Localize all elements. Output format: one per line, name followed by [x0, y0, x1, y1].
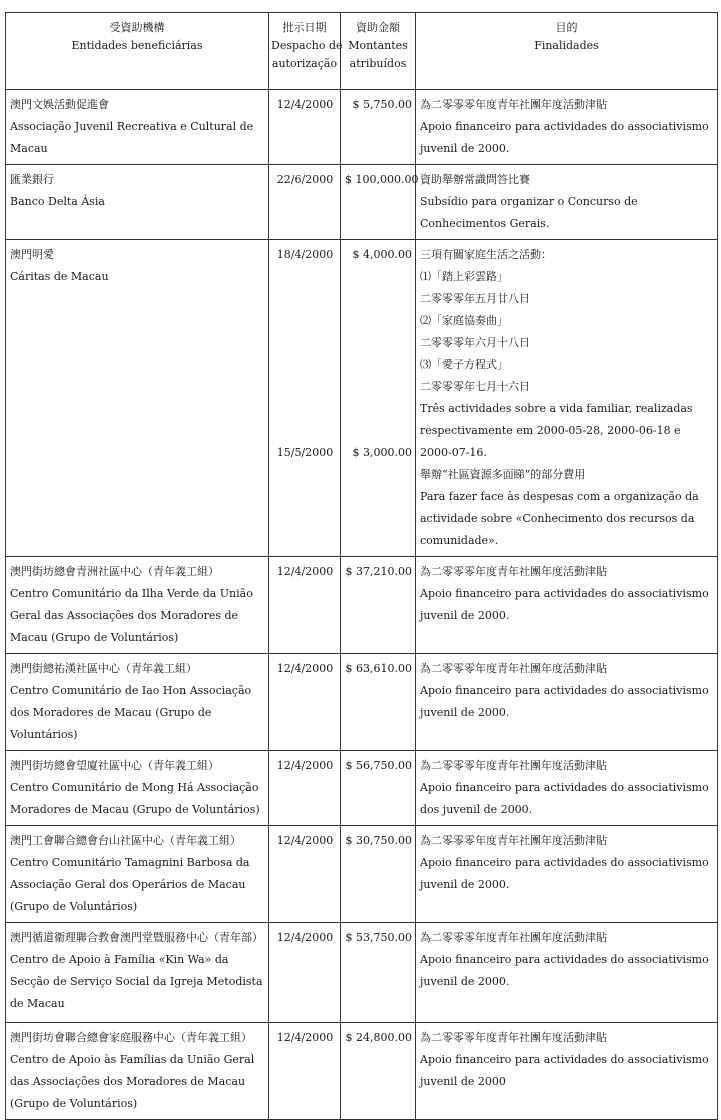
- entity-cell: [6, 1023, 269, 1120]
- header-amount-zh: 資助金額: [356, 21, 400, 34]
- entity-name-pt: Cáritas de Macau: [10, 270, 109, 283]
- entity-name-zh: 澳門工會聯合總會台山社區中心（青年義工組）: [10, 834, 241, 847]
- amount-cell: [341, 557, 416, 654]
- purpose-cell: [416, 240, 718, 557]
- header-entity-zh: 受資助機構: [109, 21, 165, 34]
- table-row: [6, 923, 718, 1023]
- amount-cell: [341, 751, 416, 826]
- purpose-pt: Apoio financeiro para actividades do associativismo juvenil de 2000.: [420, 684, 709, 719]
- grant-amount: $ 24,800.00: [345, 1031, 412, 1044]
- header-entity-pt: Entidades beneficiárias: [71, 39, 203, 52]
- header-amount-pt2: atribuídos: [349, 57, 407, 70]
- date-cell: [269, 557, 341, 654]
- entity-name-pt: Centro Comunitário de Mong Há Associação Moradores de Macau (Grupo de Voluntários): [10, 781, 260, 816]
- header-purpose: [416, 13, 718, 90]
- dispatch-date: 12/4/2000: [276, 98, 334, 111]
- grant-amount-2: $ 3,000.00: [352, 446, 412, 459]
- purpose-line: 二零零零年六月十八日: [420, 336, 530, 349]
- header-amount: [341, 13, 416, 90]
- purpose-pt: Apoio financeiro para actividades do associativismo juvenil de 2000.: [420, 856, 709, 891]
- header-date: [269, 13, 341, 90]
- dispatch-date: 12/4/2000: [276, 662, 334, 675]
- dispatch-date: 12/4/2000: [276, 1031, 334, 1044]
- grant-amount: $ 37,210.00: [345, 565, 412, 578]
- entity-name-pt: Banco Delta Ásia: [10, 195, 105, 208]
- purpose-line: ⑴「踏上彩雲路」: [420, 270, 508, 283]
- entity-name-pt: Centro de Apoio à Família «Kin Wa» da Secção de Serviço Social da Igreja Metodista de Macau: [10, 953, 263, 1010]
- entity-name-zh: 澳門街坊總會青洲社區中心（青年義工組）: [10, 565, 219, 578]
- grant-amount: $ 56,750.00: [345, 759, 412, 772]
- amount-cell: [341, 90, 416, 165]
- amount-cell: [341, 654, 416, 751]
- date-cell: [269, 654, 341, 751]
- date-cell: [269, 165, 341, 240]
- dispatch-date: 12/4/2000: [276, 834, 334, 847]
- table-row: [6, 557, 718, 654]
- purpose-zh: 為二零零零年度青年社團年度活動津貼: [420, 759, 607, 772]
- purpose-line: 三項有關家庭生活之活動：: [420, 248, 552, 261]
- purpose-line: ⑶「愛子方程式」: [420, 358, 508, 371]
- entity-name-zh: 匯業銀行: [10, 173, 54, 186]
- dispatch-date: 18/4/2000: [276, 248, 334, 261]
- header-purpose-zh: 目的: [555, 21, 578, 34]
- entity-name-pt: Centro Comunitário de Iao Hon Associação dos Moradores de Macau (Grupo de Voluntários): [10, 684, 252, 741]
- grant-amount: $ 5,750.00: [352, 98, 412, 111]
- grant-amount: $ 63,610.00: [345, 662, 412, 675]
- entity-cell: [6, 826, 269, 923]
- amount-cell: [341, 165, 419, 240]
- entity-name-zh: 澳門文娛活動促進會: [10, 98, 109, 111]
- purpose-pt: Apoio financeiro para actividades do associativismo juvenil de 2000.: [420, 953, 709, 988]
- entity-name-zh: 澳門明愛: [10, 248, 54, 261]
- entity-name-pt: Centro Comunitário da Ilha Verde da União Geral das Associações dos Moradores de Macau (Grupo de Voluntários): [10, 587, 253, 644]
- purpose-pt: Apoio financeiro para actividades do associativismo dos juvenil de 2000.: [420, 781, 709, 816]
- header-row: [6, 13, 718, 90]
- purpose-zh: 為二零零零年度青年社團年度活動津貼: [420, 834, 607, 847]
- grant-amount: $ 53,750.00: [345, 931, 412, 944]
- header-date-pt1: Despacho de: [271, 39, 343, 52]
- dispatch-date: 12/4/2000: [276, 931, 334, 944]
- entity-cell: [6, 751, 269, 826]
- purpose-cell: [416, 923, 718, 1023]
- purpose-cell: [416, 90, 718, 165]
- table-row: [6, 654, 718, 751]
- entity-cell: [6, 90, 269, 165]
- purpose-cell: [416, 654, 718, 751]
- purpose-pt: Apoio financeiro para actividades do associativismo juvenil de 2000.: [420, 120, 709, 155]
- entity-name-pt: Associação Juvenil Recreativa e Cultural de Macau: [10, 120, 254, 155]
- purpose-cell: [416, 1023, 718, 1120]
- purpose-cell: [416, 165, 718, 240]
- purpose-cell: [416, 751, 718, 826]
- entity-cell: [6, 165, 269, 240]
- purpose-line: 二零零零年七月十六日: [420, 380, 530, 393]
- entity-name-zh: 澳門街坊會聯合總會家庭服務中心（青年義工組）: [10, 1031, 252, 1044]
- header-date-pt2: autorização: [271, 57, 338, 70]
- purpose-zh: 為二零零零年度青年社團年度活動津貼: [420, 662, 607, 675]
- purpose-pt: Apoio financeiro para actividades do associativismo juvenil de 2000.: [420, 587, 709, 622]
- purpose-cell: [416, 826, 718, 923]
- date-cell: [269, 240, 341, 557]
- header-amount-pt1: Montantes: [348, 39, 408, 52]
- dispatch-date: 12/4/2000: [276, 565, 334, 578]
- dispatch-date: 12/4/2000: [276, 759, 334, 772]
- grant-amount: $ 4,000.00: [352, 248, 412, 261]
- amount-cell: [341, 826, 416, 923]
- table-row: [6, 165, 718, 240]
- purpose-pt: Subsídio para organizar o Concurso de Conhecimentos Gerais.: [420, 195, 638, 230]
- amount-cell: [341, 923, 416, 1023]
- entity-name-pt: Centro de Apoio às Famílias da União Geral das Associações dos Moradores de Macau (Grupo de Voluntários): [10, 1053, 255, 1110]
- purpose-2-pt: Para fazer face às despesas com a organização da actividade sobre «Conhecimento dos recursos da comunidade».: [420, 490, 699, 547]
- header-purpose-pt: Finalidades: [534, 39, 599, 52]
- purpose-2-zh: 舉辦“社區資源多面睇”的部分費用: [420, 468, 586, 481]
- date-cell: [269, 90, 341, 165]
- purpose-zh: 為二零零零年度青年社團年度活動津貼: [420, 565, 607, 578]
- table-row: [6, 240, 718, 557]
- purpose-pt: Apoio financeiro para actividades do associativismo juvenil de 2000: [420, 1053, 709, 1088]
- amount-cell: [341, 240, 416, 557]
- table-row: [6, 90, 718, 165]
- entity-cell: [6, 557, 269, 654]
- grant-amount: $ 30,750.00: [345, 834, 412, 847]
- purpose-cell: [416, 557, 718, 654]
- date-cell: [269, 923, 341, 1023]
- grants-table: [5, 12, 718, 1120]
- purpose-line: 二零零零年五月廿八日: [420, 292, 530, 305]
- spacer: [273, 266, 337, 442]
- purpose-line: ⑵「家庭協奏曲」: [420, 314, 508, 327]
- entity-cell: [6, 654, 269, 751]
- purpose-zh: 資助舉辦常識問答比賽: [420, 173, 530, 186]
- date-cell: [269, 751, 341, 826]
- header-date-zh: 批示日期: [282, 21, 327, 34]
- date-cell: [269, 1023, 341, 1120]
- dispatch-date-2: 15/5/2000: [276, 446, 334, 459]
- table-row: [6, 826, 718, 923]
- grant-amount: $ 100,000.00: [345, 173, 419, 186]
- table-row: [6, 751, 718, 826]
- entity-cell: [6, 240, 269, 557]
- purpose-zh: 為二零零零年度青年社團年度活動津貼: [420, 1031, 607, 1044]
- date-cell: [269, 826, 341, 923]
- purpose-line: Três actividades sobre a vida familiar, realizadas respectivamente em 2000-05-28, 2000-06-18 e 2000-07-16.: [420, 402, 693, 459]
- dispatch-date: 22/6/2000: [276, 173, 334, 186]
- spacer: [345, 266, 412, 442]
- entity-name-zh: 澳門循道衛理聯合教會澳門堂暨服務中心（青年部）: [10, 931, 263, 944]
- entity-name-zh: 澳門街總祐漢社區中心（青年義工組）: [10, 662, 197, 675]
- purpose-zh: 為二零零零年度青年社團年度活動津貼: [420, 98, 607, 111]
- entity-cell: [6, 923, 269, 1023]
- table-row: [6, 1023, 718, 1120]
- header-entity: [6, 13, 269, 90]
- amount-cell: [341, 1023, 416, 1120]
- purpose-zh: 為二零零零年度青年社團年度活動津貼: [420, 931, 607, 944]
- entity-name-zh: 澳門街坊總會望廈社區中心（青年義工組）: [10, 759, 219, 772]
- entity-name-pt: Centro Comunitário Tamagnini Barbosa da Associação Geral dos Operários de Macau (Grupo de Voluntários): [10, 856, 250, 913]
